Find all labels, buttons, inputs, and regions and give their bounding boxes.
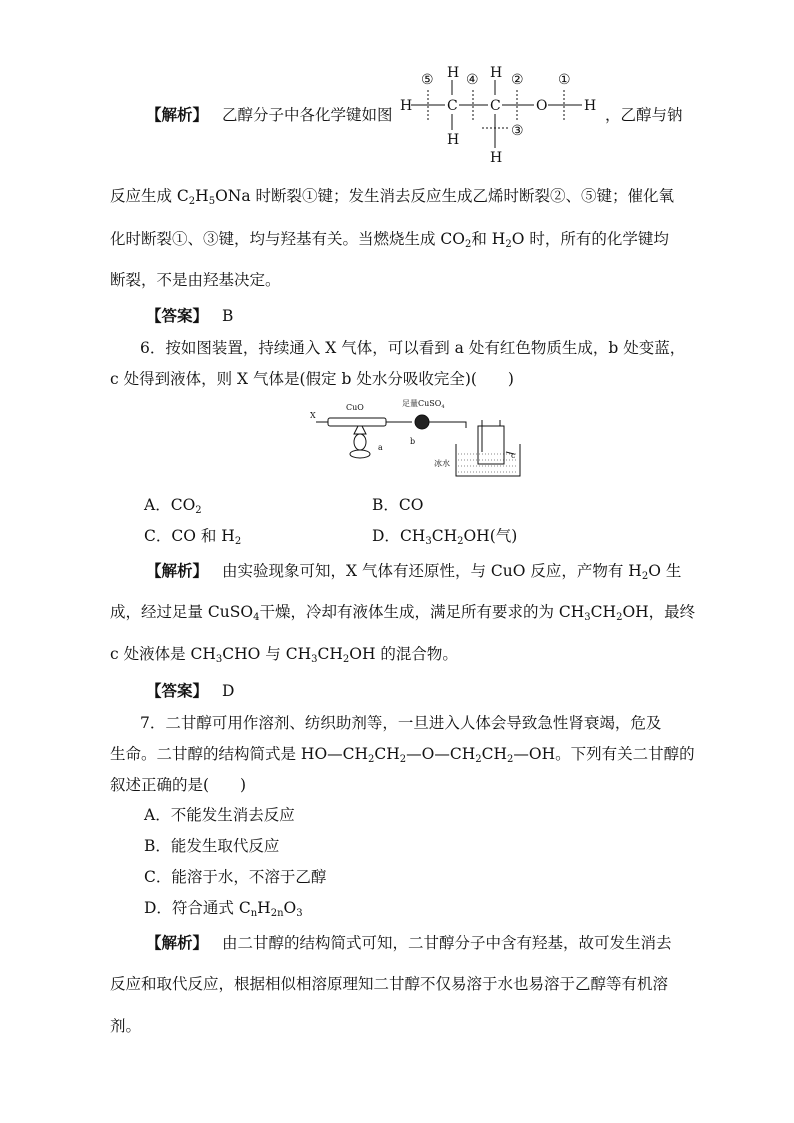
atom-c1: C	[447, 98, 458, 114]
label-c: c	[511, 451, 516, 460]
question-7-line-2: 生命。二甘醇的结构简式是 $HO—CH_2CH_2—O—CH_2CH_2—OH$。下列有关二甘醇的	[110, 745, 695, 765]
label-x: X	[310, 411, 316, 420]
option-6d: D．$CH_3CH_2OH$(气)	[372, 527, 518, 547]
bond-label-2: ②	[511, 72, 524, 88]
answer-6-value: D	[222, 682, 235, 700]
analysis-6-tag: 【解析】	[146, 561, 209, 580]
option-6c: C．CO 和 $H_2$	[144, 527, 242, 547]
analysis-text-cont: ，乙醇与钠	[605, 106, 683, 124]
label-a: a	[378, 443, 383, 452]
label-cuso4: 足量CuSO$_4$	[402, 399, 445, 410]
apparatus-diagram	[306, 394, 528, 486]
question-6-line-1: 6．按如图装置，持续通入 X 气体，可以看到 a 处有红色物质生成，b 处变蓝，	[140, 339, 686, 357]
analysis-text: 乙醇分子中各化学键如图	[222, 106, 393, 124]
atom-h-bot2: H	[490, 150, 503, 166]
bond-label-3: ③	[511, 123, 524, 139]
atom-h-bot1: H	[447, 132, 460, 148]
atom-c2: C	[490, 98, 501, 114]
atom-h-left: H	[400, 98, 413, 114]
analysis-line-4: 断裂，不是由羟基决定。	[110, 271, 281, 289]
atom-h-top1: H	[447, 65, 460, 81]
analysis-7-line-2: 反应和取代反应，根据相似相溶原理知二甘醇不仅易溶于水也易溶于乙醇等有机溶	[110, 975, 669, 993]
bond-label-1: ①	[558, 72, 571, 88]
analysis-7-line-3: 剂。	[110, 1017, 142, 1035]
option-6a: A．$CO_2$	[144, 496, 202, 516]
question-7-line-3: 叙述正确的是( )	[110, 776, 247, 794]
question-7-line-1: 7．二甘醇可用作溶剂、纺织助剂等，一旦进入人体会导致急性肾衰竭，危及	[140, 714, 662, 732]
label-cuo: CuO	[346, 403, 364, 412]
atom-o: O	[536, 98, 548, 114]
option-7a: A．不能发生消去反应	[144, 806, 295, 824]
question-6-line-2: c 处得到液体，则 X 气体是(假定 b 处水分吸收完全)( )	[110, 370, 514, 388]
answer-6-tag: 【答案】	[146, 681, 209, 700]
answer-value: B	[222, 307, 234, 325]
analysis-6-line-3: c 处液体是 $CH_3CHO$ 与 $CH_3CH_2OH$ 的混合物。	[110, 645, 458, 665]
analysis-tag: 【解析】	[146, 105, 209, 124]
analysis-line-3: 化时断裂①、③键，均与羟基有关。当燃烧生成 $CO_2$和 $H_2O$ 时，所有的化学键均	[110, 230, 669, 250]
analysis-7-tag: 【解析】	[146, 933, 209, 952]
atom-h-right: H	[584, 98, 597, 114]
option-7b: B．能发生取代反应	[144, 837, 280, 855]
ethanol-bond-diagram	[396, 62, 606, 168]
bond-label-5: ⑤	[421, 72, 434, 88]
label-b: b	[410, 437, 416, 446]
option-7c: C．能溶于水，不溶于乙醇	[144, 868, 327, 886]
option-6b: B．CO	[372, 496, 424, 514]
analysis-line-2: 反应生成 $C_2H_5ONa$ 时断裂①键；发生消去反应生成乙烯时断裂②、⑤键；催化氧	[110, 187, 675, 207]
label-ice-water: 冰水	[434, 459, 450, 468]
analysis-6-line-2: 成，经过足量 CuSO$_4$干燥，冷却有液体生成，满足所有要求的为 $CH_3CH_2OH$，最终	[110, 603, 696, 623]
bond-label-4: ④	[466, 72, 479, 88]
atom-h-top2: H	[490, 65, 503, 81]
analysis-7-line-1: 由二甘醇的结构简式可知，二甘醇分子中含有羟基，故可发生消去	[222, 934, 672, 952]
analysis-6-line-1: 由实验现象可知，X 气体有还原性，与 CuO 反应，产物有 $H_2O$ 生	[222, 562, 682, 582]
option-7d: D．符合通式 $C_nH_{2n}O_3$	[144, 899, 303, 919]
answer-tag: 【答案】	[146, 306, 209, 325]
